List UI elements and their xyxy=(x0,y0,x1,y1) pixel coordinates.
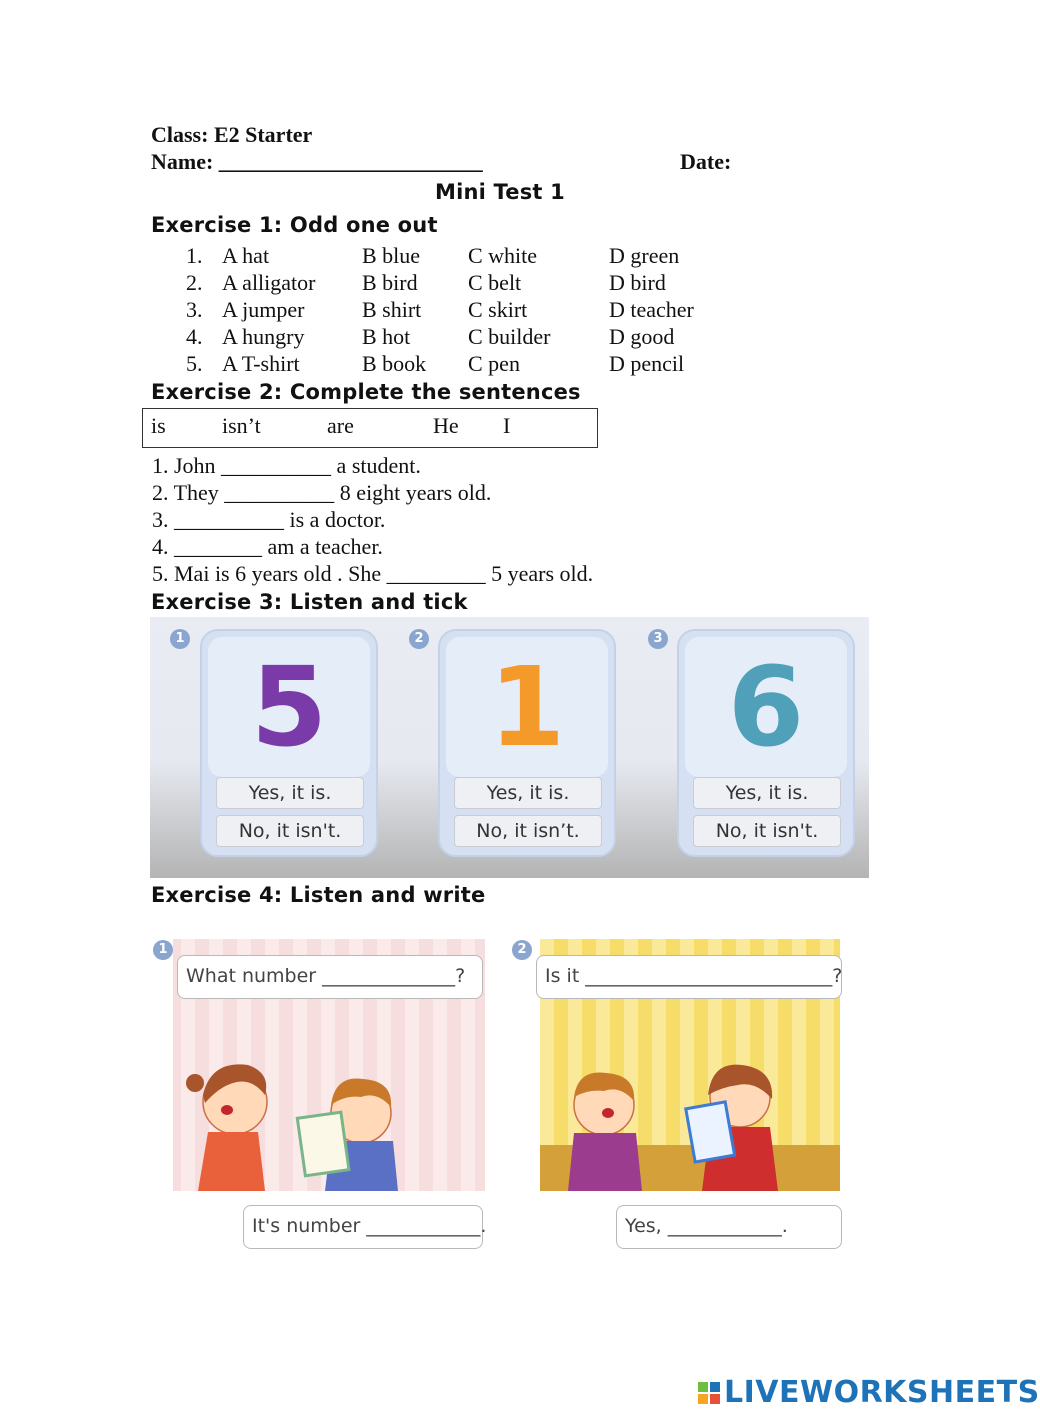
card-panel xyxy=(446,637,608,777)
card-number: 5 xyxy=(250,643,328,771)
card-badge: 3 xyxy=(648,629,668,649)
liveworksheets-logo[interactable]: LIVEWORKSHEETS xyxy=(724,1375,1040,1410)
card-badge: 2 xyxy=(409,629,429,649)
option-d[interactable]: D pencil xyxy=(609,351,685,376)
word-bank-item: are xyxy=(327,413,354,438)
question-bubble[interactable]: What number ______________? xyxy=(177,955,483,999)
item-number: 3. xyxy=(186,297,203,322)
option-b[interactable]: B book xyxy=(362,351,427,376)
item-number: 2. xyxy=(186,270,203,295)
exercise1-title: Exercise 1: Odd one out xyxy=(151,213,438,237)
option-d[interactable]: D teacher xyxy=(609,297,694,322)
option-c[interactable]: C white xyxy=(468,243,538,268)
option-b[interactable]: B shirt xyxy=(362,297,422,322)
option-c[interactable]: C builder xyxy=(468,324,551,349)
item-number: 1. xyxy=(186,243,203,268)
exercise3-image xyxy=(150,617,869,878)
option-a[interactable]: A jumper xyxy=(222,297,305,322)
card-number: 6 xyxy=(727,643,805,771)
question-bubble[interactable]: Is it __________________________? xyxy=(536,955,842,999)
class-label: Class: E2 Starter xyxy=(151,122,313,147)
option-d[interactable]: D bird xyxy=(609,270,666,295)
word-bank-item: I xyxy=(503,413,511,438)
name-label: Name: ________________________ xyxy=(151,149,483,174)
no-button[interactable]: No, it isn't. xyxy=(216,815,364,847)
card-badge: 1 xyxy=(170,629,190,649)
sentence-2[interactable]: 2. They __________ 8 eight years old. xyxy=(152,480,492,505)
option-c[interactable]: C skirt xyxy=(468,297,528,322)
option-d[interactable]: D green xyxy=(609,243,680,268)
option-a[interactable]: A T-shirt xyxy=(222,351,300,376)
option-a[interactable]: A hat xyxy=(222,243,270,268)
answer-bubble[interactable]: It's number ____________. xyxy=(243,1205,483,1249)
yes-button[interactable]: Yes, it is. xyxy=(454,777,602,809)
word-bank-item: is xyxy=(151,413,166,438)
option-c[interactable]: C pen xyxy=(468,351,520,376)
sentence-3[interactable]: 3. __________ is a doctor. xyxy=(152,507,386,532)
word-bank xyxy=(142,408,598,448)
exercise3-title: Exercise 3: Listen and tick xyxy=(151,590,468,614)
item-number: 4. xyxy=(186,324,203,349)
number-card-2 xyxy=(438,629,616,857)
sentence-5[interactable]: 5. Mai is 6 years old . She _________ 5 years old. xyxy=(152,561,594,586)
card-panel xyxy=(208,637,370,777)
card-number: 1 xyxy=(488,643,566,771)
card-panel xyxy=(685,637,847,777)
option-a[interactable]: A hungry xyxy=(222,324,305,349)
yes-button[interactable]: Yes, it is. xyxy=(216,777,364,809)
no-button[interactable]: No, it isn’t. xyxy=(454,815,602,847)
sentence-4[interactable]: 4. ________ am a teacher. xyxy=(152,534,383,559)
scene-badge: 2 xyxy=(512,940,532,960)
option-d[interactable]: D good xyxy=(609,324,675,349)
sentence-1[interactable]: 1. John __________ a student. xyxy=(152,453,421,478)
number-card-1 xyxy=(200,629,378,857)
answer-bubble[interactable]: Yes, ____________. xyxy=(616,1205,842,1249)
date-label: Date: xyxy=(680,149,732,174)
page-title: Mini Test 1 xyxy=(435,180,565,204)
scene-2-illustration xyxy=(512,935,842,1255)
scene-badge: 1 xyxy=(153,940,173,960)
no-button[interactable]: No, it isn't. xyxy=(693,815,841,847)
option-b[interactable]: B hot xyxy=(362,324,411,349)
option-b[interactable]: B blue xyxy=(362,243,421,268)
option-b[interactable]: B bird xyxy=(362,270,418,295)
scene-1-illustration xyxy=(153,935,487,1255)
exercise2-title: Exercise 2: Complete the sentences xyxy=(151,380,581,404)
yes-button[interactable]: Yes, it is. xyxy=(693,777,841,809)
word-bank-item: isn’t xyxy=(222,413,261,438)
liveworksheets-logo-icon xyxy=(698,1382,720,1404)
number-card-3 xyxy=(677,629,855,857)
option-a[interactable]: A alligator xyxy=(222,270,316,295)
item-number: 5. xyxy=(186,351,203,376)
exercise4-title: Exercise 4: Listen and write xyxy=(151,883,486,907)
option-c[interactable]: C belt xyxy=(468,270,522,295)
word-bank-item: He xyxy=(433,413,459,438)
